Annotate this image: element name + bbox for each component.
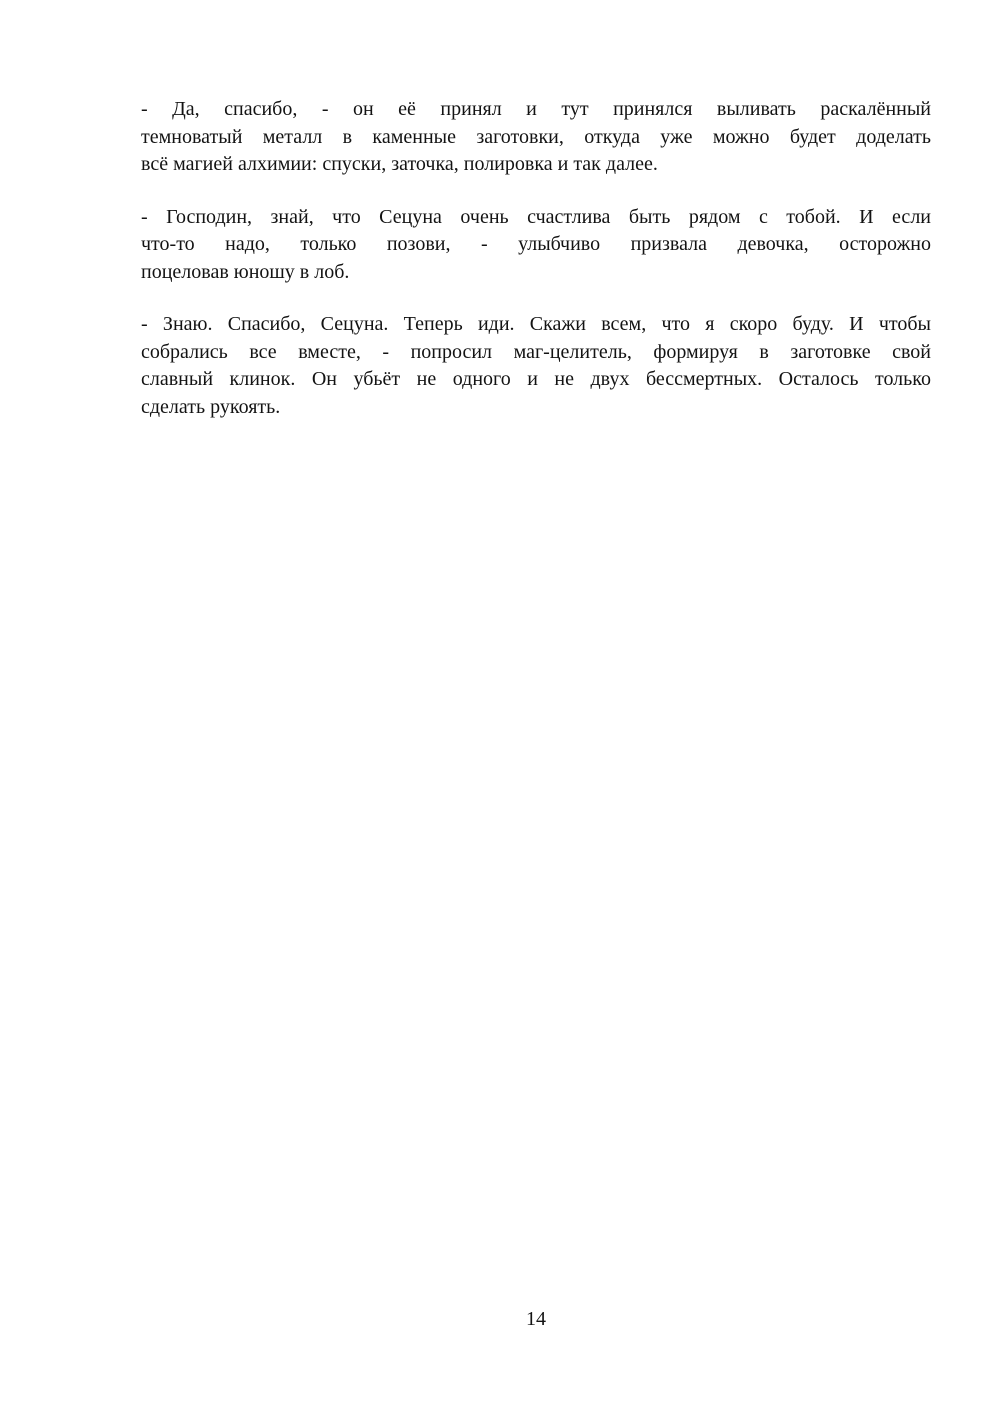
text-line: что-то надо, только позови, - улыбчиво призвала девочка, осторожно <box>141 233 931 255</box>
document-body <box>141 96 931 446</box>
text-line: - Да, спасибо, - он её принял и тут принялся выливать раскалённый <box>141 98 931 120</box>
text-line: всё магией алхимии: спуски, заточка, полировка и так далее. <box>141 153 658 175</box>
text-line: - Знаю. Спасибо, Сецуна. Теперь иди. Скажи всем, что я скоро буду. И чтобы <box>141 313 931 335</box>
text-line: славный клинок. Он убьёт не одного и не двух бессмертных. Осталось только <box>141 368 931 390</box>
paragraph <box>141 311 931 421</box>
paragraph <box>141 96 931 179</box>
text-line: темноватый металл в каменные заготовки, откуда уже можно будет доделать <box>141 125 931 148</box>
text-line: - Господин, знай, что Сецуна очень счастлива быть рядом с тобой. И если <box>141 205 931 228</box>
text-line: поцеловав юношу в лоб. <box>141 260 350 283</box>
text-line: собрались все вместе, - попросил маг-целитель, формируя в заготовке свой <box>141 340 931 363</box>
paragraph <box>141 204 931 287</box>
text-line: сделать рукоять. <box>141 395 281 418</box>
page-number: 14 <box>526 1308 546 1330</box>
